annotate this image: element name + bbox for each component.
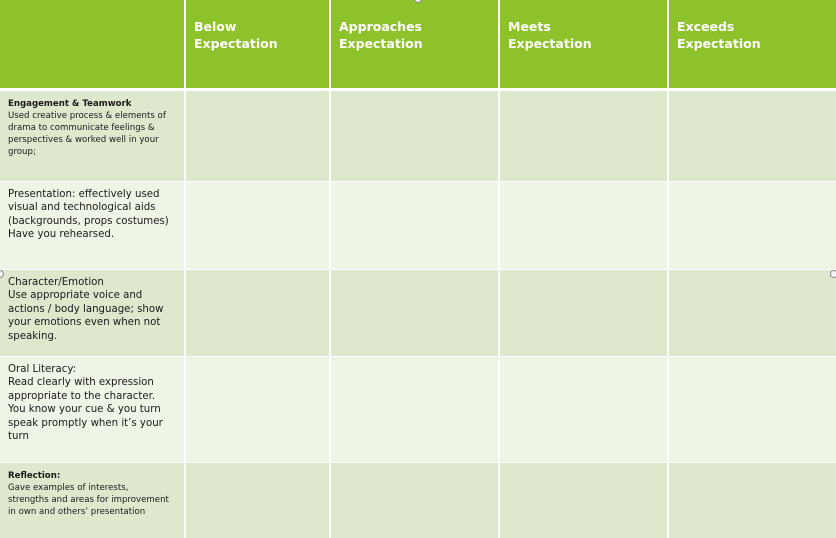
resize-handle-right[interactable] [830, 270, 836, 278]
score-cell-below[interactable] [185, 89, 330, 181]
criteria-line: your emotions even when not [8, 317, 161, 329]
header-cell-below-expectation[interactable] [185, 0, 330, 89]
score-cell-meets[interactable] [499, 356, 668, 462]
criteria-cell[interactable] [0, 462, 185, 538]
header-line: Below [194, 19, 237, 34]
header-cell-exceeds-expectation[interactable] [668, 0, 836, 89]
score-cell-approaches[interactable] [330, 356, 499, 462]
header-line: Meets [508, 19, 551, 34]
header-line: Approaches [339, 19, 422, 34]
criteria-line: perspectives & worked well in your [8, 134, 159, 145]
header-row [0, 0, 836, 89]
rubric-row-reflection [0, 462, 836, 538]
criteria-line: Use appropriate voice and [8, 290, 143, 302]
score-cell-meets[interactable] [499, 462, 668, 538]
score-cell-exceeds[interactable] [668, 181, 836, 269]
criteria-line: visual and technological aids [8, 202, 156, 214]
criteria-line: turn [8, 431, 29, 443]
score-cell-approaches[interactable] [330, 89, 499, 181]
criteria-line: strengths and areas for improvement [8, 494, 169, 505]
criteria-line: speaking. [8, 330, 58, 342]
criteria-line: group; [8, 146, 36, 157]
criteria-line: (backgrounds, props costumes) [8, 215, 169, 227]
header-line: Expectation [339, 36, 423, 51]
header-cell-criteria[interactable] [0, 0, 185, 89]
criteria-cell[interactable] [0, 181, 185, 269]
criteria-title: Engagement & Teamwork [8, 98, 132, 109]
score-cell-exceeds[interactable] [668, 356, 836, 462]
score-cell-approaches[interactable] [330, 462, 499, 538]
score-cell-meets[interactable] [499, 89, 668, 181]
score-cell-exceeds[interactable] [668, 462, 836, 538]
score-cell-exceeds[interactable] [668, 269, 836, 356]
criteria-line: Gave examples of interests, [8, 482, 129, 493]
criteria-cell[interactable] [0, 356, 185, 462]
criteria-line: speak promptly when it’s your [8, 417, 163, 429]
rubric-row-character-emotion [0, 269, 836, 356]
criteria-line: drama to communicate feelings & [8, 122, 155, 133]
score-cell-below[interactable] [185, 356, 330, 462]
header-cell-meets-expectation[interactable] [499, 0, 668, 89]
score-cell-below[interactable] [185, 181, 330, 269]
criteria-line: Character/Emotion [8, 276, 104, 288]
criteria-line: Used creative process & elements of [8, 110, 166, 121]
score-cell-below[interactable] [185, 462, 330, 538]
rubric-row-presentation [0, 181, 836, 269]
criteria-line: Presentation: effectively used [8, 188, 160, 200]
criteria-cell[interactable] [0, 89, 185, 181]
score-cell-meets[interactable] [499, 269, 668, 356]
score-cell-meets[interactable] [499, 181, 668, 269]
criteria-line: You know your cue & you turn [8, 404, 161, 416]
criteria-line: Have you rehearsed. [8, 229, 115, 241]
criteria-line: in own and others’ presentation [8, 506, 146, 517]
score-cell-below[interactable] [185, 269, 330, 356]
header-line: Expectation [677, 36, 761, 51]
header-line: Expectation [508, 36, 592, 51]
criteria-line: Oral Literacy: [8, 363, 77, 375]
criteria-cell[interactable] [0, 269, 185, 356]
header-line: Expectation [194, 36, 278, 51]
rubric-row-oral-literacy [0, 356, 836, 462]
criteria-line: appropriate to the character. [8, 390, 156, 402]
score-cell-approaches[interactable] [330, 181, 499, 269]
score-cell-exceeds[interactable] [668, 89, 836, 181]
score-cell-approaches[interactable] [330, 269, 499, 356]
header-cell-approaches-expectation[interactable] [330, 0, 499, 89]
criteria-line: actions / body language; show [8, 303, 164, 315]
header-line: Exceeds [677, 19, 735, 34]
rubric-row-engagement [0, 89, 836, 181]
criteria-title: Reflection: [8, 470, 61, 481]
criteria-line: Read clearly with expression [8, 377, 154, 389]
